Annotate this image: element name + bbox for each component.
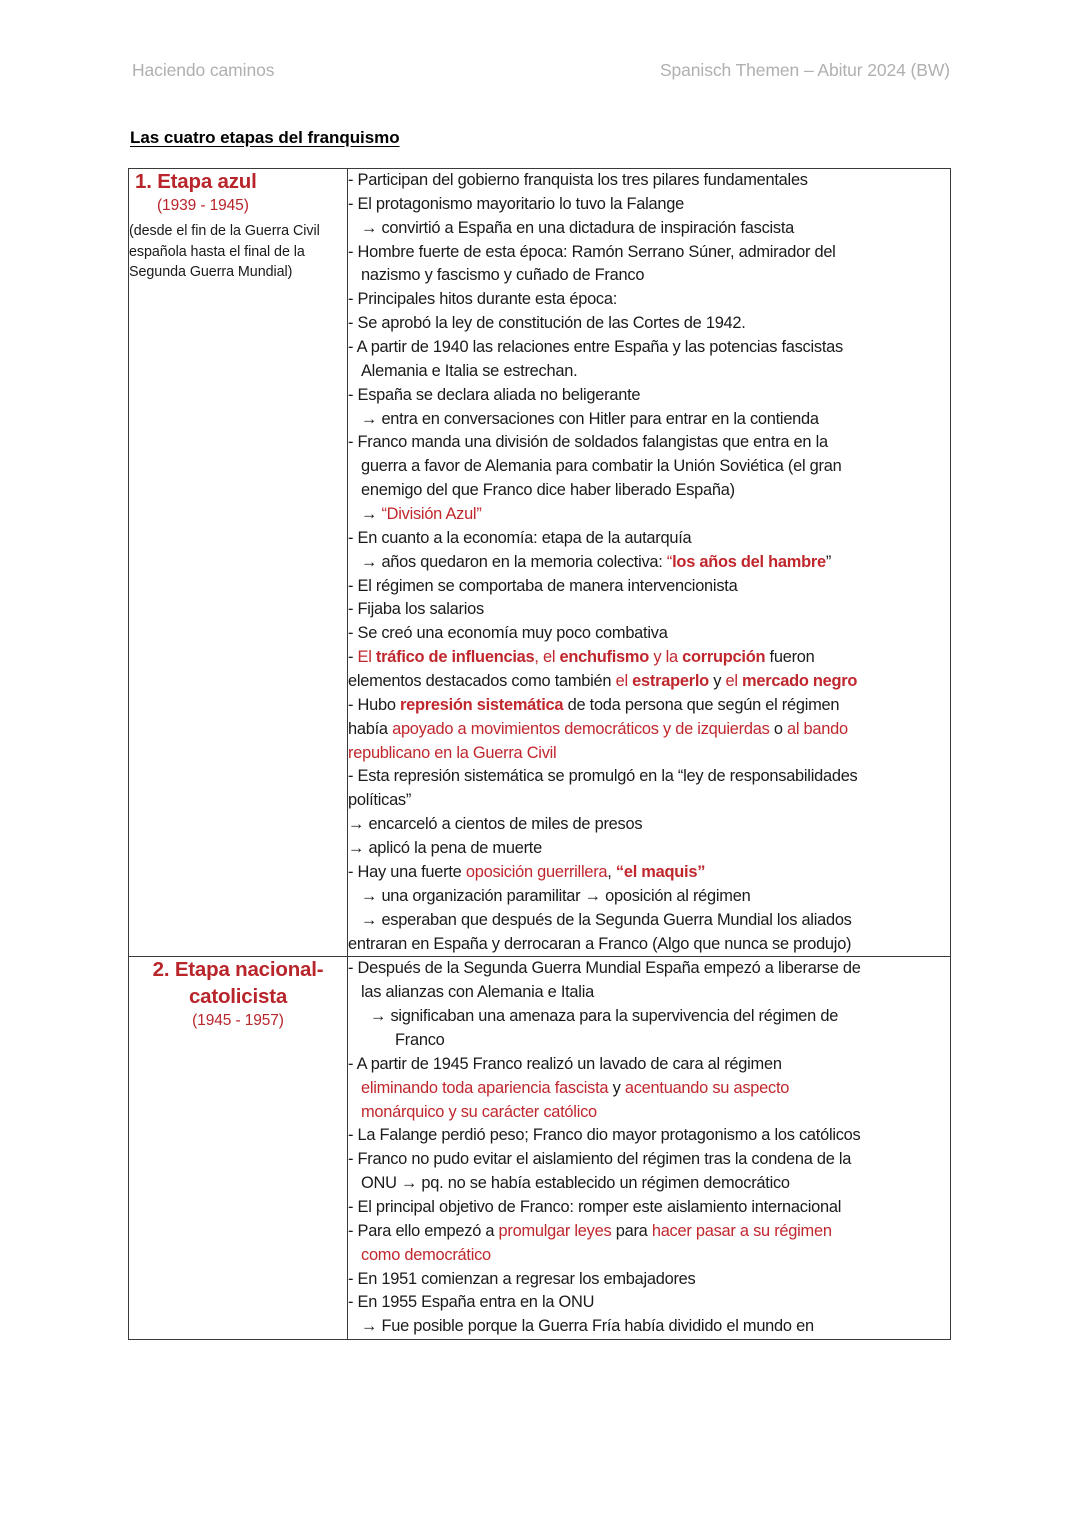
text-segment: corrupción [682,648,766,667]
content-line [348,1220,950,1244]
text-segment: - Fijaba los salarios [348,600,484,619]
content-line [348,1268,950,1292]
content-line [348,1172,950,1196]
content-line [348,1315,950,1339]
etapa-1-years: (1939 - 1945) [157,197,249,215]
content-line [348,622,950,646]
text-segment: y la [649,648,683,667]
text-segment: - La Falange perdió peso; Franco dio mayor protagonismo a los católicos [348,1126,861,1145]
text-segment: ” [825,552,832,571]
text-segment: El [357,648,376,667]
text-segment: - Se aprobó la ley de constitución de las Cortes de 1942. [348,314,746,333]
text-segment: - Para ello empezó a [348,1221,499,1240]
text-segment: políticas” [348,791,412,810]
text-segment: - Participan del gobierno franquista los tres pilares fundamentales [348,171,808,189]
content-line [348,646,950,670]
content-line [348,1053,950,1077]
content-line [348,1196,950,1220]
text-segment: - Hay una fuerte [348,862,466,881]
text-segment: “ [666,552,673,571]
text-segment: enemigo del que Franco dice haber liberado España) [361,481,735,500]
text-segment: - En 1951 comienzan a regresar los embajadores [348,1269,696,1288]
table-row [129,957,951,1340]
content-line [348,909,950,933]
text-segment: fueron [765,648,815,667]
content-line [348,598,950,622]
text-segment: - En cuanto a la economía: etapa de la autarquía [348,528,692,547]
content-line [348,1244,950,1268]
text-segment: , [607,862,616,881]
content-line [348,312,950,336]
etapa-2-years: (1945 - 1957) [192,1011,284,1029]
header-left-text: Haciendo caminos [132,60,275,80]
text-segment: guerra a favor de Alemania para combatir la Unión Soviética (el gran [361,457,842,476]
text-segment: - Hubo [348,695,400,714]
text-segment: → significaban una amenaza para la supervivencia del régimen de [370,1007,839,1026]
text-segment: → entra en conversaciones con Hitler para entrar en la contienda [361,409,819,428]
etapa-1-lines [348,169,950,956]
content-line [348,1029,950,1053]
text-segment: - [348,648,358,667]
content-line [348,336,950,360]
etapas-table-body [129,169,951,1340]
text-segment: elementos destacados como también [348,672,616,691]
content-line [348,503,950,527]
text-segment: → una organización paramilitar → oposición al régimen [361,886,751,905]
etapa-1-body-cell [348,169,951,957]
text-segment: → años quedaron en la memoria colectiva: [361,552,667,571]
etapa-2-body-cell [348,957,951,1340]
text-segment: → encarceló a cientos de miles de presos [348,815,643,834]
text-segment: - Después de la Segunda Guerra Mundial España empezó a liberarse de [348,959,861,978]
text-segment: mercado negro [742,672,858,691]
text-segment: o [769,719,787,738]
text-segment: ONU → pq. no se había establecido un régimen democrático [361,1174,790,1193]
content-line [348,384,950,408]
text-segment: los años del hambre [672,552,826,571]
text-segment: - Esta represión sistemática se promulgó en la “ley de responsabilidades [348,767,858,786]
text-segment: nazismo y fascismo y cuñado de Franco [361,266,645,285]
content-line [348,1101,950,1125]
text-segment: - El principal objetivo de Franco: romper este aislamiento internacional [348,1197,842,1216]
text-segment: → convirtió a España en una dictadura de inspiración fascista [361,218,795,237]
text-segment: - Franco no pudo evitar el aislamiento del régimen tras la condena de la [348,1150,852,1169]
text-segment: para [611,1221,652,1240]
text-segment: → aplicó la pena de muerte [348,839,542,858]
text-segment: Alemania e Italia se estrechan. [361,361,578,380]
text-segment: → Fue posible porque la Guerra Fría había dividido el mundo en [361,1317,814,1336]
text-segment: - Hombre fuerte de esta época: Ramón Serrano Súner, admirador del [348,242,836,261]
content-line [348,742,950,766]
etapa-1-name: 1. Etapa azul [135,170,257,193]
header-right-text: Spanisch Themen – Abitur 2024 (BW) [659,60,950,80]
content-line [348,789,950,813]
content-line [348,1077,950,1101]
text-segment: las alianzas con Alemania e Italia [361,983,594,1002]
content-line [348,1124,950,1148]
text-segment: represión sistemática [400,695,564,714]
text-segment: - A partir de 1940 las relaciones entre España y las potencias fascistas [348,338,843,357]
text-segment: , el [534,648,560,667]
content-line [348,957,950,981]
content-line [348,408,950,432]
text-segment: tráfico de influencias [375,648,535,667]
content-line [348,288,950,312]
text-segment: - El régimen se comportaba de manera intervencionista [348,576,738,595]
text-segment: - España se declara aliada no beligerante [348,385,641,404]
content-line [348,933,950,957]
etapa-2-name: 2. Etapa nacional-catolicista [152,958,324,1008]
text-segment: apoyado a movimientos democráticos y de izquierdas [392,719,770,738]
text-segment: - A partir de 1945 Franco realizó un lavado de cara al régimen [348,1054,782,1073]
content-line [348,551,950,575]
etapa-2-lines [348,957,950,1339]
text-segment: entraran en España y derrocaran a Franco (Algo que nunca se produjo) [348,934,852,953]
etapa-1-label-cell [129,169,348,957]
content-line [348,217,950,241]
content-line [348,193,950,217]
content-line [348,837,950,861]
text-segment: promulgar leyes [498,1221,612,1240]
running-header [132,60,952,81]
text-segment: había [348,719,393,738]
text-segment: “División Azul” [381,505,482,524]
content-line [348,575,950,599]
etapa-2-label-cell [129,957,348,1340]
text-segment: el [725,672,743,691]
content-line [348,718,950,742]
text-segment: → [361,505,382,524]
content-line [348,861,950,885]
text-segment: - El protagonismo mayoritario lo tuvo la Falange [348,194,685,213]
text-segment: → esperaban que después de la Segunda Guerra Mundial los aliados [361,910,852,929]
content-line [348,169,950,193]
content-line [348,1005,950,1029]
content-line [348,360,950,384]
text-segment: - En 1955 España entra en la ONU [348,1293,595,1312]
text-segment: eliminando toda apariencia fascista [361,1078,609,1097]
text-segment: monárquico y su carácter católico [361,1102,597,1121]
text-segment: “el maquis” [615,862,706,881]
text-segment: acentuando su aspecto [624,1078,790,1097]
content-line [348,479,950,503]
text-segment: - Se creó una economía muy poco combativa [348,624,668,643]
text-segment: y [708,672,726,691]
text-segment: de toda persona que según el régimen [563,695,840,714]
text-segment: enchufismo [559,648,650,667]
content-line [348,264,950,288]
content-line [348,431,950,455]
text-segment: estraperlo [632,672,709,691]
text-segment: hacer pasar a su régimen [651,1221,832,1240]
content-line [348,241,950,265]
text-segment: y [608,1078,625,1097]
content-line [348,1291,950,1315]
etapas-table [128,168,951,1340]
text-segment: el [615,672,633,691]
etapa-1-note: (desde el fin de la Guerra Civil española hasta el final de la Segunda Guerra Mundial) [129,223,320,280]
text-segment: - Franco manda una división de soldados falangistas que entra en la [348,433,828,452]
text-segment: oposición guerrillera [465,862,608,881]
text-segment: republicano en la Guerra Civil [348,743,557,762]
content-line [348,455,950,479]
page-title: Las cuatro etapas del franquismo [130,128,400,147]
content-line [348,1148,950,1172]
text-segment: al bando [787,719,848,738]
text-segment: - Principales hitos durante esta época: [348,290,618,309]
table-row [129,169,951,957]
text-segment: Franco [395,1030,445,1049]
content-line [348,694,950,718]
content-line [348,765,950,789]
content-line [348,670,950,694]
content-line [348,981,950,1005]
content-line [348,813,950,837]
content-line [348,885,950,909]
text-segment: como democrático [361,1245,491,1264]
content-line [348,527,950,551]
